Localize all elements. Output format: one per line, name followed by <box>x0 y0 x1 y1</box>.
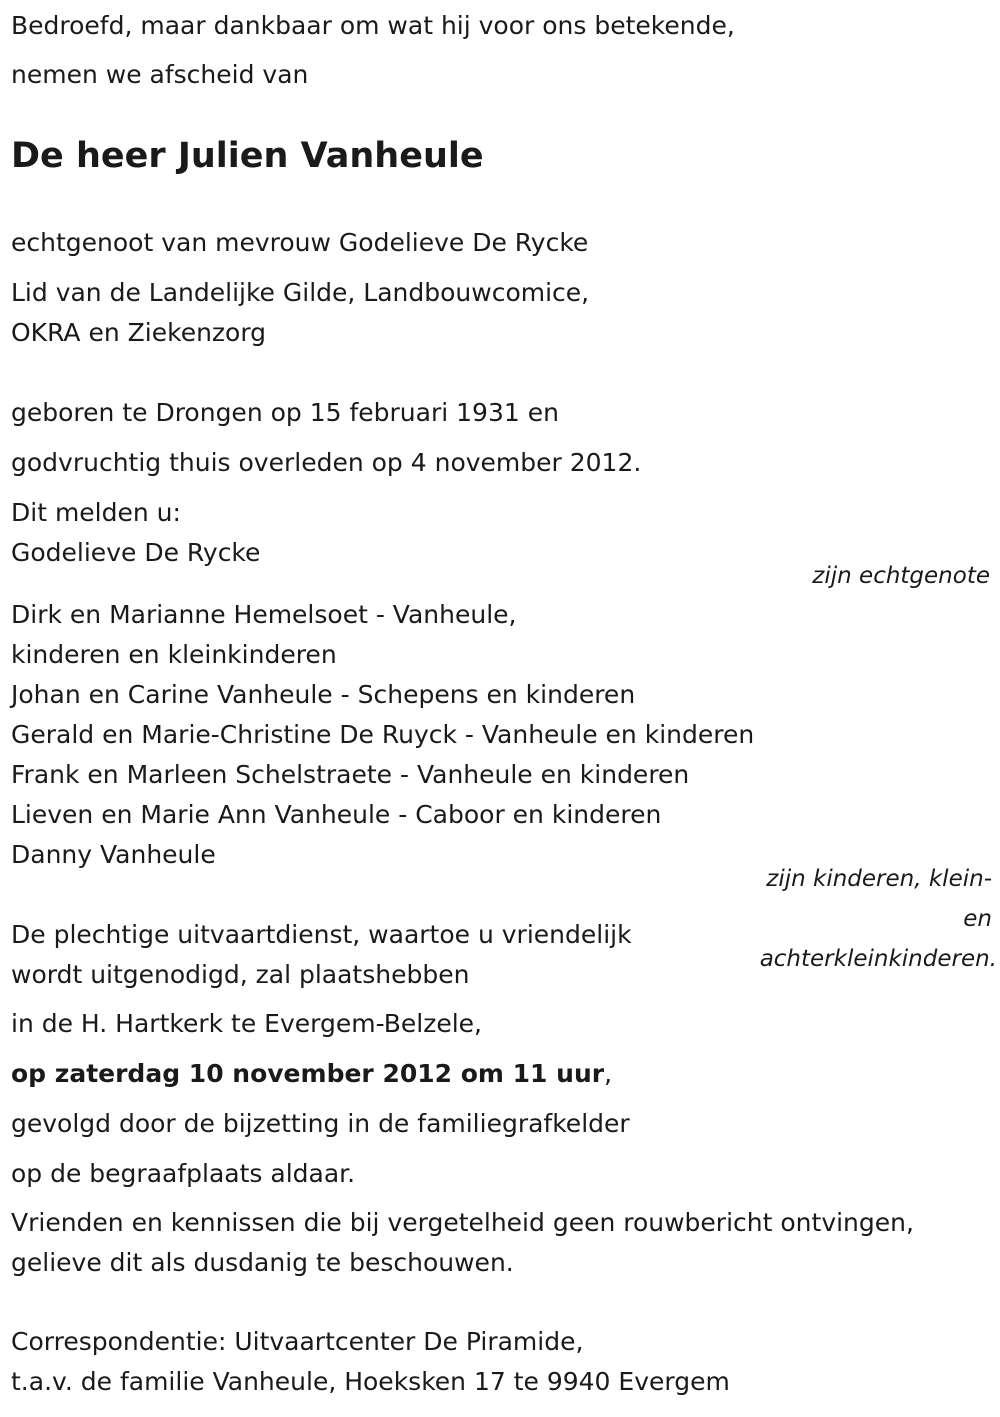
correspondence-line-2: t.a.v. de familie Vanheule, Hoeksken 17 te 9940 Evergem <box>11 1367 730 1396</box>
announce-label: Dit melden u: <box>11 498 181 527</box>
list-item: kinderen en kleinkinderen <box>11 640 337 669</box>
service-line-2: wordt uitgenodigd, zal plaatshebben <box>11 960 470 989</box>
membership-line-1: Lid van de Landelijke Gilde, Landbouwcomice, <box>11 278 590 307</box>
children-role-line-3: achterkleinkinderen. <box>759 946 997 972</box>
membership-line-2: OKRA en Ziekenzorg <box>11 318 267 347</box>
list-item: Lieven en Marie Ann Vanheule - Caboor en kinderen <box>11 800 662 829</box>
intro-line-1: Bedroefd, maar dankbaar om wat hij voor ons betekende, <box>11 11 735 40</box>
children-role-line-2: en <box>963 906 992 932</box>
burial-line-1: gevolgd door de bijzetting in de familiegrafkelder <box>11 1109 630 1138</box>
service-date-suffix: , <box>604 1059 613 1088</box>
spouse-role: zijn echtgenote <box>812 563 990 589</box>
list-item: Dirk en Marianne Hemelsoet - Vanheule, <box>11 600 517 629</box>
correspondence-line-1: Correspondentie: Uitvaartcenter De Piramide, <box>11 1327 584 1356</box>
spouse-line: echtgenoot van mevrouw Godelieve De Rycke <box>11 228 589 257</box>
service-location: in de H. Hartkerk te Evergem-Belzele, <box>11 1009 482 1038</box>
notice-line-2: gelieve dit als dusdanig te beschouwen. <box>11 1248 514 1277</box>
deceased-name: De heer Julien Vanheule <box>11 136 484 176</box>
intro-line-2: nemen we afscheid van <box>11 60 309 89</box>
service-date <box>11 1054 612 1094</box>
list-item: Gerald en Marie-Christine De Ruyck - Vanheule en kinderen <box>11 720 755 749</box>
birth-line: geboren te Drongen op 15 februari 1931 en <box>11 398 559 427</box>
service-date-bold: op zaterdag 10 november 2012 om 11 uur <box>11 1059 605 1088</box>
service-line-1: De plechtige uitvaartdienst, waartoe u vriendelijk <box>11 920 632 949</box>
children-role-line-1: zijn kinderen, klein- <box>766 866 992 892</box>
death-line: godvruchtig thuis overleden op 4 november 2012. <box>11 448 642 477</box>
notice-line-1: Vrienden en kennissen die bij vergetelheid geen rouwbericht ontvingen, <box>11 1208 914 1237</box>
list-item: Danny Vanheule <box>11 840 216 869</box>
spouse-name: Godelieve De Rycke <box>11 538 261 567</box>
list-item: Johan en Carine Vanheule - Schepens en kinderen <box>11 680 636 709</box>
burial-line-2: op de begraafplaats aldaar. <box>11 1159 356 1188</box>
list-item: Frank en Marleen Schelstraete - Vanheule en kinderen <box>11 760 690 789</box>
